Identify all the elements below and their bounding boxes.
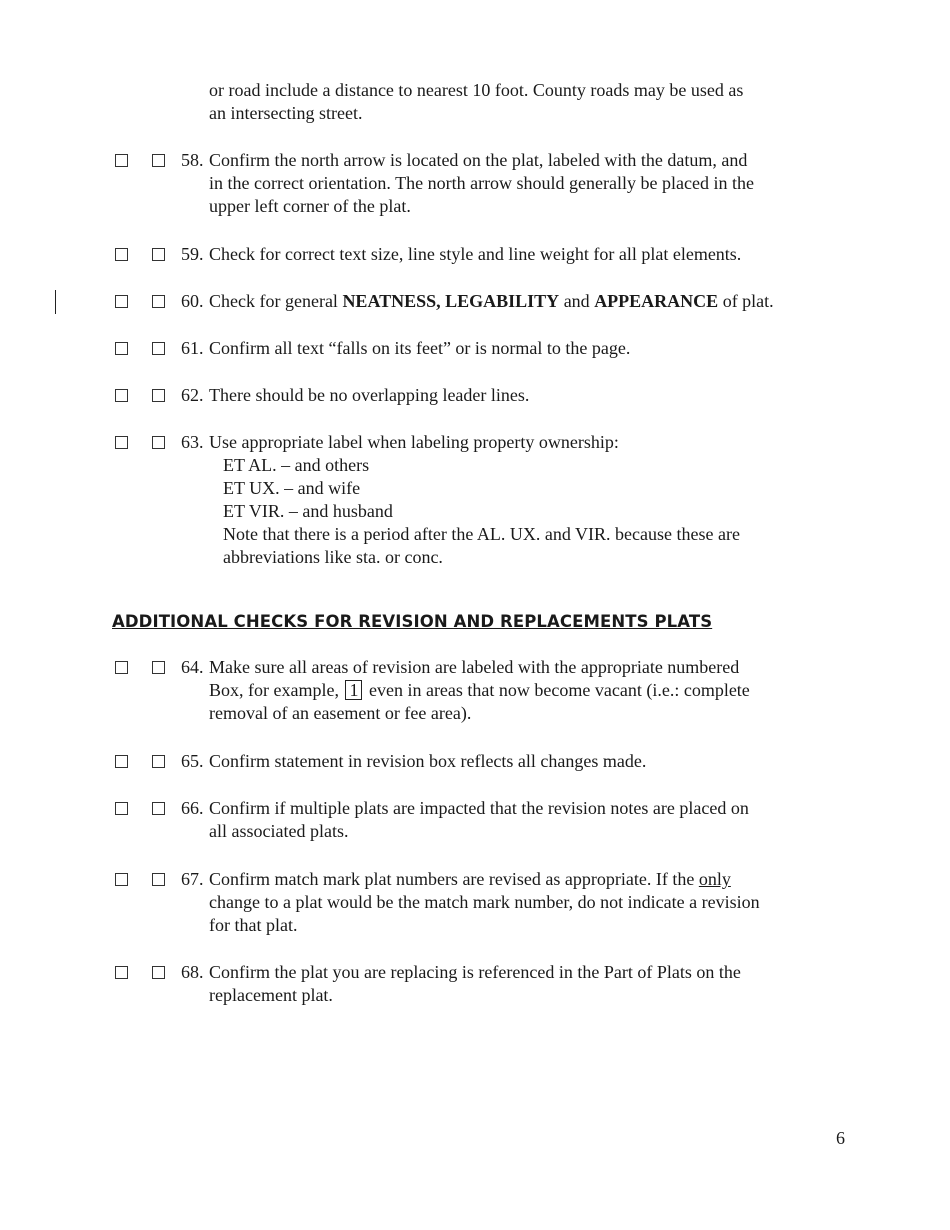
item-66-line-1: Confirm if multiple plats are impacted that the revision notes are placed on [209,798,749,818]
item-60-text-end: of plat. [718,291,774,311]
revision-bar [55,290,56,314]
item-number-67: 67. [181,869,204,889]
item-62-line-1: There should be no overlapping leader lines. [209,385,530,405]
item-60-text-and: and [559,291,595,311]
intro-line-1: or road include a distance to nearest 10 foot. County roads may be used as [209,80,744,100]
section-heading: ADDITIONAL CHECKS FOR REVISION AND REPLACEMENTS PLATS [112,612,713,631]
checkbox-67-b[interactable] [152,873,165,886]
item-60-bold-appearance: APPEARANCE [594,291,719,311]
item-67-line-1 [209,868,731,891]
item-64-line-2a: Box, for example, [209,680,344,700]
item-63-line-4: ET VIR. – and husband [223,501,393,521]
checkbox-65-a[interactable] [115,755,128,768]
checkbox-62-b[interactable] [152,389,165,402]
item-number-68: 68. [181,962,204,982]
item-58-line-2: in the correct orientation. The north arrow should generally be placed in the [209,173,754,193]
item-64-line-2 [209,679,750,702]
checkbox-64-b[interactable] [152,661,165,674]
item-64-line-1: Make sure all areas of revision are labeled with the appropriate numbered [209,657,740,677]
item-number-60: 60. [181,291,204,311]
item-63-line-6: abbreviations like sta. or conc. [223,547,443,567]
item-64-line-2b: even in areas that now become vacant (i.e.: complete [364,680,750,700]
checkbox-65-b[interactable] [152,755,165,768]
item-60-line-1 [209,290,774,313]
item-number-59: 59. [181,244,204,264]
item-63-line-1: Use appropriate label when labeling property ownership: [209,432,619,452]
checkbox-61-a[interactable] [115,342,128,355]
item-number-58: 58. [181,150,204,170]
item-63-line-5: Note that there is a period after the AL. UX. and VIR. because these are [223,524,740,544]
item-67-line-3: for that plat. [209,915,298,935]
intro-line-2: an intersecting street. [209,103,363,123]
checkbox-63-a[interactable] [115,436,128,449]
item-65-line-1: Confirm statement in revision box reflects all changes made. [209,751,647,771]
item-60-bold-neatness: NEATNESS, LEGABILITY [342,291,560,311]
revision-box-number: 1 [345,680,362,700]
item-number-66: 66. [181,798,204,818]
item-number-62: 62. [181,385,204,405]
item-61-line-1: Confirm all text “falls on its feet” or is normal to the page. [209,338,631,358]
checkbox-60-a[interactable] [115,295,128,308]
item-number-63: 63. [181,432,204,452]
checkbox-59-a[interactable] [115,248,128,261]
checkbox-68-a[interactable] [115,966,128,979]
item-63-line-2: ET AL. – and others [223,455,370,475]
item-58-line-1: Confirm the north arrow is located on the plat, labeled with the datum, and [209,150,748,170]
item-63-line-3: ET UX. – and wife [223,478,361,498]
checkbox-67-a[interactable] [115,873,128,886]
item-66-line-2: all associated plats. [209,821,349,841]
checkbox-58-a[interactable] [115,154,128,167]
item-67-line-1a: Confirm match mark plat numbers are revised as appropriate. If the [209,869,699,889]
checkbox-60-b[interactable] [152,295,165,308]
item-59-line-1: Check for correct text size, line style and line weight for all plat elements. [209,244,742,264]
checkbox-66-b[interactable] [152,802,165,815]
item-67-line-2: change to a plat would be the match mark number, do not indicate a revision [209,892,760,912]
item-68-line-1: Confirm the plat you are replacing is referenced in the Part of Plats on the [209,962,741,982]
item-67-only-underlined: only [698,869,731,889]
checkbox-63-b[interactable] [152,436,165,449]
item-68-line-2: replacement plat. [209,985,333,1005]
checkbox-66-a[interactable] [115,802,128,815]
item-number-65: 65. [181,751,204,771]
checkbox-68-b[interactable] [152,966,165,979]
checkbox-58-b[interactable] [152,154,165,167]
item-60-text-a: Check for general [209,291,343,311]
page-number: 6 [836,1128,845,1148]
item-58-line-3: upper left corner of the plat. [209,196,411,216]
checkbox-62-a[interactable] [115,389,128,402]
item-number-61: 61. [181,338,204,358]
checkbox-61-b[interactable] [152,342,165,355]
checkbox-59-b[interactable] [152,248,165,261]
item-number-64: 64. [181,657,204,677]
checkbox-64-a[interactable] [115,661,128,674]
item-64-line-3: removal of an easement or fee area). [209,703,472,723]
